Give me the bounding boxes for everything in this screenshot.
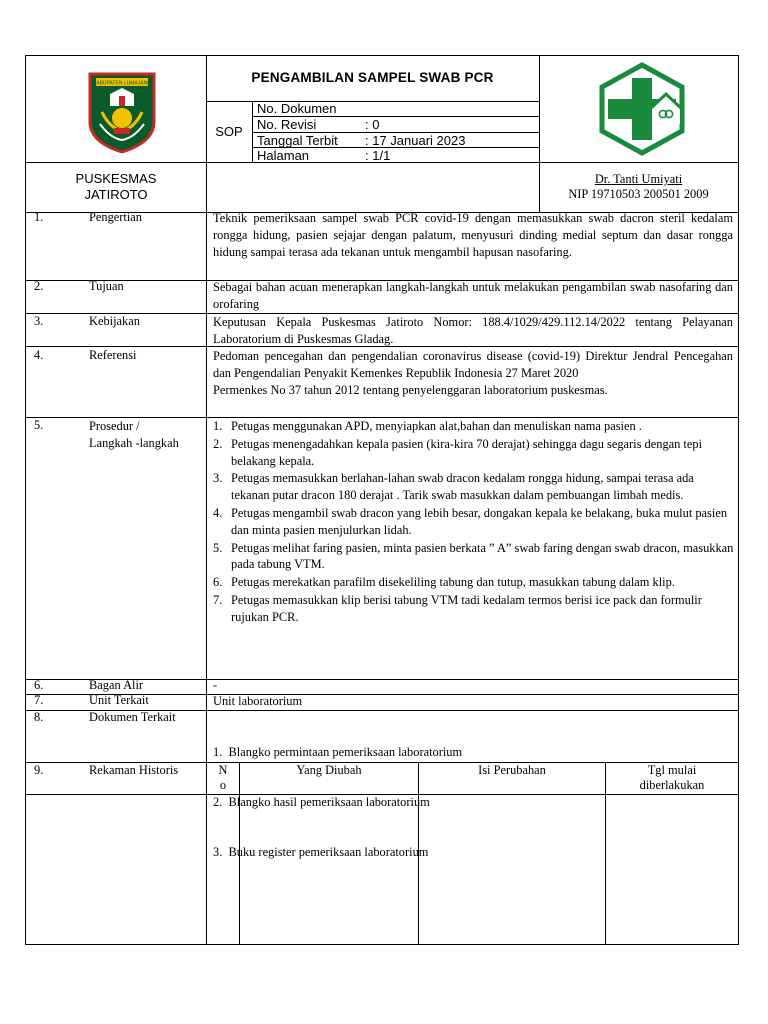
kabupaten-lumajang-logo <box>86 66 158 154</box>
section-label-prosedur <box>89 418 179 451</box>
procedure-step <box>213 540 735 574</box>
history-col-date-line-2: diberlakukan <box>639 778 705 792</box>
meta-key: No. Revisi <box>257 117 317 132</box>
document-title: PENGAMBILAN SAMPEL SWAB PCR <box>251 70 494 85</box>
section-text-pengertian: Teknik pemeriksaan sampel swab PCR covid-19 dengan memasukkan swab dacron steril kedalam rongga hidung, pasien sejajar dengan palatum, menyusuri dinding medial septum dan dasar rongga hidung sampai terasa ada tekanan untuk mengambil hapusan nasofaring. <box>213 211 733 259</box>
section-label-unit-terkait: Unit Terkait <box>89 693 149 707</box>
sop-label: SOP <box>215 124 243 139</box>
section-label-pengertian: Pengertian <box>89 210 142 224</box>
step-text: Petugas menggunakan APD, menyiapkan alat,bahan dan menuliskan nama pasien . <box>231 419 642 433</box>
step-text: Petugas memasukkan berlahan-lahan swab dracon kedalam rongga hidung, sampai terasa ada tekanan putar dracon 180 derajat . Tarik swab masukkan dalam pembuangan limbah medis. <box>231 471 694 503</box>
meta-key: No. Dokumen <box>257 101 337 116</box>
signatory-block <box>539 172 738 202</box>
section-number: 5. <box>34 418 44 432</box>
meta-key: Tanggal Terbit <box>257 133 338 148</box>
meta-document-number <box>257 101 365 117</box>
signatory-name: Dr. Tanti Umiyati <box>594 172 683 186</box>
logo-text: KABUPATEN LUMAJANG <box>92 80 152 87</box>
related-document-item: 1. Blangko permintaan pemeriksaan laboratorium <box>213 744 463 759</box>
related-documents-list <box>213 710 733 895</box>
section-number: 3. <box>34 314 44 328</box>
section-label-dokumen-terkait: Dokumen Terkait <box>89 710 176 724</box>
prosedur-label-line-1: Prosedur / <box>89 419 140 433</box>
referensi-paragraph-1: Pedoman pencegahan dan pengendalian coronavirus disease (covid-19) Direktur Jendral Pencegahan dan Pengendalian Penyakit Kemenkes Republik Indonesia 27 Maret 2020 <box>213 349 733 380</box>
history-col-no-line-1: N <box>218 763 228 777</box>
section-text-tujuan: Sebagai bahan acuan menerapkan langkah-langkah untuk melakukan pengambilan swab nasofaring dan orofaring <box>213 280 733 311</box>
signatory-nip: NIP 19710503 200501 2009 <box>568 187 709 201</box>
step-number: 5. <box>213 540 223 555</box>
section-label-referensi: Referensi <box>89 348 137 362</box>
institution-name <box>26 171 206 203</box>
step-number: 7. <box>213 592 223 607</box>
body-divider <box>206 212 207 945</box>
history-col-content-header: Isi Perubahan <box>478 763 546 777</box>
section-number: 2. <box>34 279 44 293</box>
step-number: 3. <box>213 471 223 486</box>
step-text: Petugas memasukkan klip berisi tabung VTM tadi kedalam termos berisi ice pack dan formulir rujukan PCR. <box>231 592 702 624</box>
history-col-changed-header: Yang Diubah <box>296 763 362 777</box>
related-document-item: 2. Blangko hasil pemeriksaan laboratorium <box>213 794 430 809</box>
section-number: 9. <box>34 763 44 777</box>
section-text-referensi <box>213 348 733 398</box>
section-label-tujuan: Tujuan <box>89 279 124 293</box>
institution-line-1: PUSKESMAS <box>75 171 157 186</box>
section-number: 8. <box>34 710 44 724</box>
procedure-step <box>213 505 735 539</box>
history-col-no-header <box>207 763 239 793</box>
procedure-steps <box>213 418 735 627</box>
step-number: 1. <box>213 419 223 433</box>
meta-value: : 0 <box>365 117 380 132</box>
procedure-step <box>213 592 735 626</box>
section-number: 1. <box>34 210 44 224</box>
meta-revision <box>257 117 379 133</box>
institution-line-2: JATIROTO <box>84 187 148 202</box>
referensi-paragraph-2: Permenkes No 37 tahun 2012 tentang penyelenggaran laboratorium puskesmas. <box>213 382 608 397</box>
step-text: Petugas melihat faring pasien, minta pasien berkata ” A” swab faring dengan swab dracon, masukkan pada tabung VTM. <box>231 540 734 572</box>
procedure-step <box>213 418 735 435</box>
puskesmas-logo <box>594 62 690 156</box>
section-label-kebijakan: Kebijakan <box>89 314 140 328</box>
sop-document <box>25 55 739 945</box>
meta-value: : 1/1 <box>365 148 391 163</box>
history-col-date-line-1: Tgl mulai <box>647 763 697 777</box>
step-text: Petugas merekatkan parafilm disekeliling tabung dan tutup, masukkan tabung dalam klip. <box>231 575 675 590</box>
history-col-no-line-2: o <box>219 778 227 792</box>
section-text-bagan-alir: - <box>213 678 218 692</box>
step-text: Petugas mengambil swab dracon yang lebih besar, dongakan kepala ke belakang, buka mulut pasien dan minta pasien menjulurkan lidah. <box>231 505 728 537</box>
step-number: 2. <box>213 436 223 451</box>
meta-page <box>257 148 390 164</box>
section-text-kebijakan: Keputusan Kepala Puskesmas Jatiroto Nomor: 188.4/1029/429.112.14/2022 tentang Pelayanan Laboratorium di Puskesmas Gladag. <box>213 315 733 346</box>
step-number: 6. <box>213 575 223 590</box>
meta-key: Halaman <box>257 148 310 163</box>
procedure-step <box>213 470 735 504</box>
step-number: 4. <box>213 505 223 520</box>
title-bottom-line <box>206 101 539 102</box>
section-number: 6. <box>34 678 44 692</box>
step-text: Petugas menengadahkan kepala pasien (kira-kira 70 derajat) sehingga dagu segaris dengan tepi belakang kepala. <box>231 436 703 468</box>
meta-value: : 17 Januari 2023 <box>365 133 466 148</box>
section-label-bagan-alir: Bagan Alir <box>89 678 144 692</box>
section-text-unit-terkait: Unit laboratorium <box>213 694 303 708</box>
section-number: 7. <box>34 693 44 707</box>
related-document-item: 3. Buku register pemeriksaan laboratorium <box>213 845 429 860</box>
prosedur-label-line-2: Langkah -langkah <box>89 435 179 450</box>
history-col-date-header <box>606 763 738 793</box>
section-label-rekaman-historis: Rekaman Historis <box>89 763 179 777</box>
procedure-step <box>213 436 735 470</box>
meta-issue-date <box>257 133 465 149</box>
section-number: 4. <box>34 348 44 362</box>
procedure-step <box>213 574 735 591</box>
